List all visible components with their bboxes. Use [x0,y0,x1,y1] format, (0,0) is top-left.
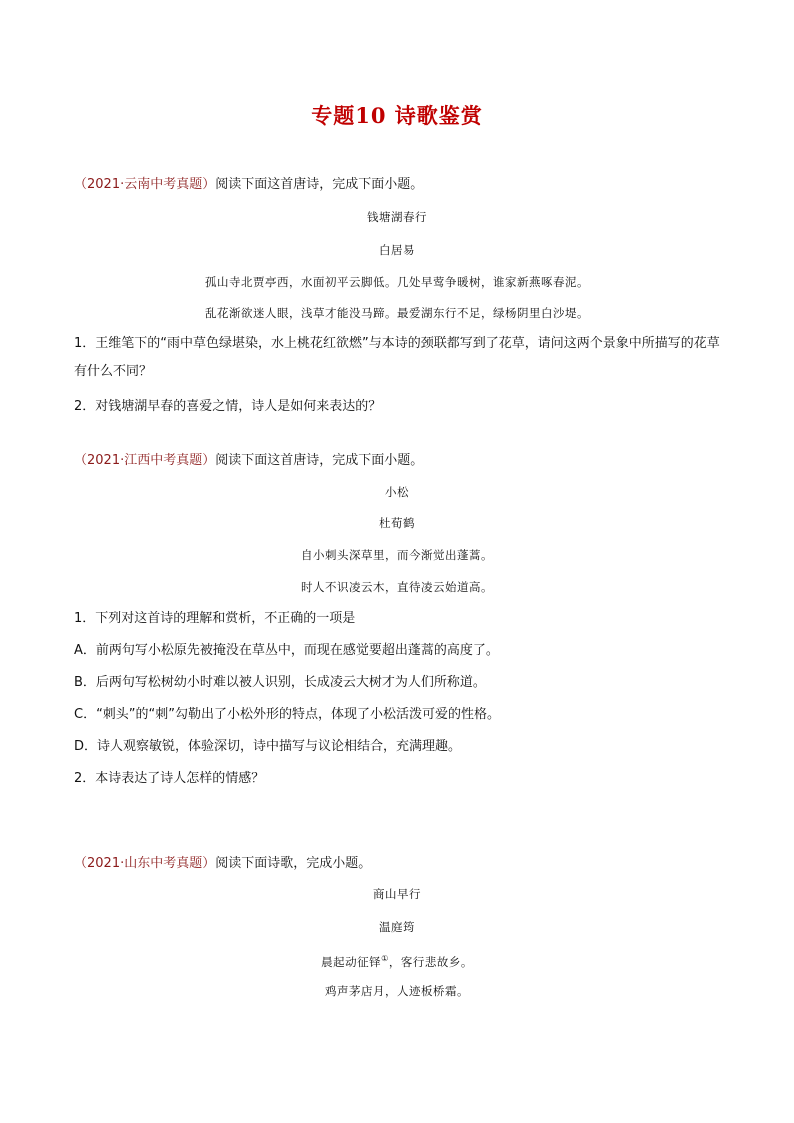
poem-line: 时人不识凌云木，直待凌云始道高。 [301,580,493,594]
instruction-text: 阅读下面诗歌，完成小题。 [215,856,372,871]
poem-line: 孤山寺北贾亭西，水面初平云脚低。几处早莺争暖树，谁家新燕啄春泥。 [205,275,589,289]
section-intro [74,452,423,470]
source-tag: （2021·江西中考真题） [74,453,216,468]
poem-line-text: 晨起动征铎 [321,954,382,969]
page-title: 专题10 诗歌鉴赏 [311,103,483,128]
poem-line [0,951,794,970]
poem-author: 温庭筠 [379,920,415,934]
source-tag: （2021·云南中考真题） [74,177,216,192]
section-intro [74,176,423,194]
question: 1．下列对这首诗的理解和赏析，不正确的一项是 [74,611,356,626]
section-intro [74,855,371,873]
option-d: D．诗人观察敏锐，体验深切，诗中描写与议论相结合，充满理趣。 [74,739,462,754]
question: 1．王维笔下的“雨中草色绿堪染，水上桃花红欲燃”与本诗的颈联都写到了花草，请问这两个景象中所描写的花草有什么不同？ [74,336,720,379]
option-b: B．后两句写松树幼小时难以被人识别，长成凌云大树才为人们所称道。 [74,675,486,690]
source-tag: （2021·山东中考真题） [74,856,216,871]
poem-line: 乱花渐欲迷人眼，浅草才能没马蹄。最爱湖东行不足，绿杨阴里白沙堤。 [205,306,589,320]
poem-author: 杜荀鹤 [379,516,415,530]
question: 2．对钱塘湖早春的喜爱之情，诗人是如何来表达的？ [74,399,382,414]
poem-line: 自小刺头深草里，而今渐觉出蓬蒿。 [301,548,493,562]
question: 2．本诗表达了诗人怎样的情感？ [74,771,265,786]
poem-author: 白居易 [379,243,415,257]
poem-title: 商山早行 [373,887,421,901]
poem-title: 钱塘湖春行 [367,210,427,224]
footnote-marker: ① [381,954,389,963]
option-a: A．前两句写小松原先被掩没在草丛中，而现在感觉要超出蓬蒿的高度了。 [74,643,499,658]
instruction-text: 阅读下面这首唐诗，完成下面小题。 [215,453,424,468]
instruction-text: 阅读下面这首唐诗，完成下面小题。 [215,177,424,192]
poem-line-text: ，客行悲故乡。 [388,954,473,969]
poem-line: 鸡声茅店月，人迹板桥霜。 [325,984,469,998]
option-c: C．“刺头”的“刺”勾勒出了小松外形的特点，体现了小松活泼可爱的性格。 [74,707,501,722]
poem-title: 小松 [385,485,409,499]
